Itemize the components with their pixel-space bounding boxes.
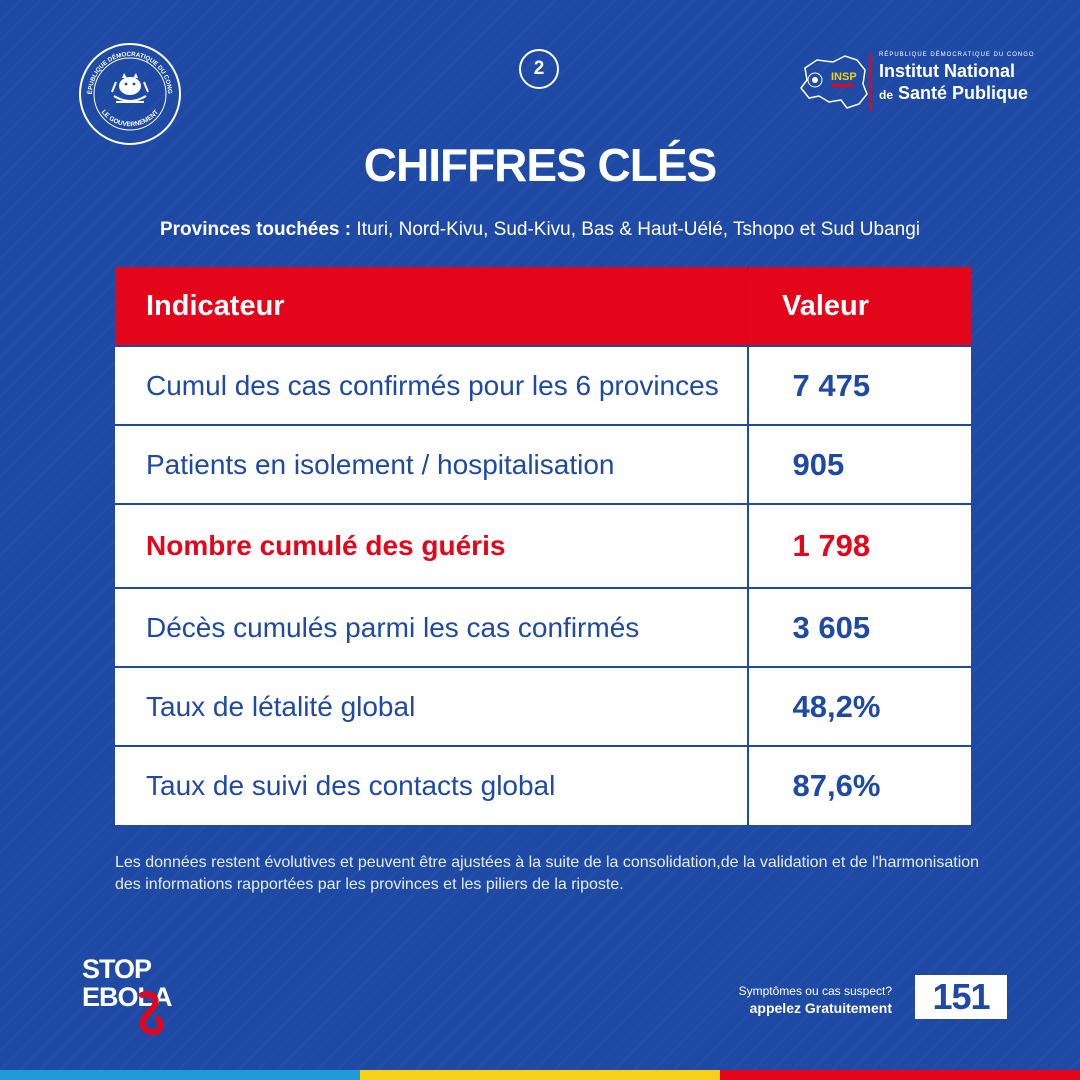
insp-logo-text: INSP [831,71,857,83]
value-cell: 905 [748,425,972,504]
insp-name-de: de [879,88,894,102]
table-row [115,746,971,825]
insp-name-line2 [879,82,1035,106]
hotline-call-text: appelez Gratuitement [749,1000,892,1016]
affected-provinces [0,219,1080,241]
stop-ebola-line1: STOP [82,954,152,984]
stop-ebola-line2: EBOLA [82,982,172,1012]
value-cell: 87,6% [748,746,972,825]
provinces-label: Provinces touchées : [159,219,352,240]
hotline-number[interactable]: 151 [915,975,1007,1019]
indicator-cell: Patients en isolement / hospitalisation [146,448,615,480]
indicator-cell: Taux de létalité global [146,690,416,722]
table-row [115,425,971,504]
ebola-virus-icon [134,989,168,1037]
seal-top-text: ÉPUBLIQUE DÉMOCRATIQUE DU CONG [86,50,174,95]
value-column-header: Valeur [748,267,972,346]
table-row [115,588,971,667]
value-cell: 48,2% [748,667,972,746]
value-cell: 1 798 [748,504,972,588]
insp-name-line2-text: Santé Publique [898,83,1029,103]
table-row [115,346,971,425]
insp-country-text: RÉPUBLIQUE DÉMOCRATIQUE DU CONGO [879,52,1035,58]
table-header-row [115,267,971,346]
value-cell: 3 605 [748,588,972,667]
insp-divider [869,53,872,111]
government-seal [78,42,182,146]
data-disclaimer: Les données restent évolutives et peuvent être ajustées à la suite de la consolidation,de la validation et de l'harmonisation des informations rapportées par les provinces et les piliers de la riposte. [115,854,980,893]
flag-bar-red [720,1070,1080,1080]
insp-name [879,52,1035,106]
flag-bar-yellow [360,1070,720,1080]
hotline-question: Symptômes ou cas suspect? [738,984,892,998]
indicator-column-header: Indicateur [146,289,285,322]
page-number-badge: 2 [519,49,559,89]
value-cell: 7 475 [748,346,972,425]
stop-ebola-logo [82,955,202,1041]
svg-text:LE GOUVERNEMENT [100,109,160,128]
table-row [115,667,971,746]
indicator-cell: Cumul des cas confirmés pour les 6 provinces [146,369,719,401]
coat-of-arms-icon [78,42,182,146]
flag-color-bar [0,1070,1080,1080]
flag-bar-blue [0,1070,360,1080]
seal-bottom-text: LE GOUVERNEMENT [99,108,161,129]
provinces-value: Ituri, Nord-Kivu, Sud-Kivu, Bas & Haut-Uélé, Tshopo et Sud Ubangi [351,219,920,240]
indicator-cell: Nombre cumulé des guéris [146,530,506,561]
indicator-cell: Décès cumulés parmi les cas confirmés [146,611,640,643]
table-row-highlight [115,504,971,588]
indicator-cell: Taux de suivi des contacts global [146,770,556,801]
page-title: CHIFFRES CLÉS [363,139,717,191]
key-figures-table [115,267,971,825]
insp-name-line1: Institut National [879,61,1015,81]
